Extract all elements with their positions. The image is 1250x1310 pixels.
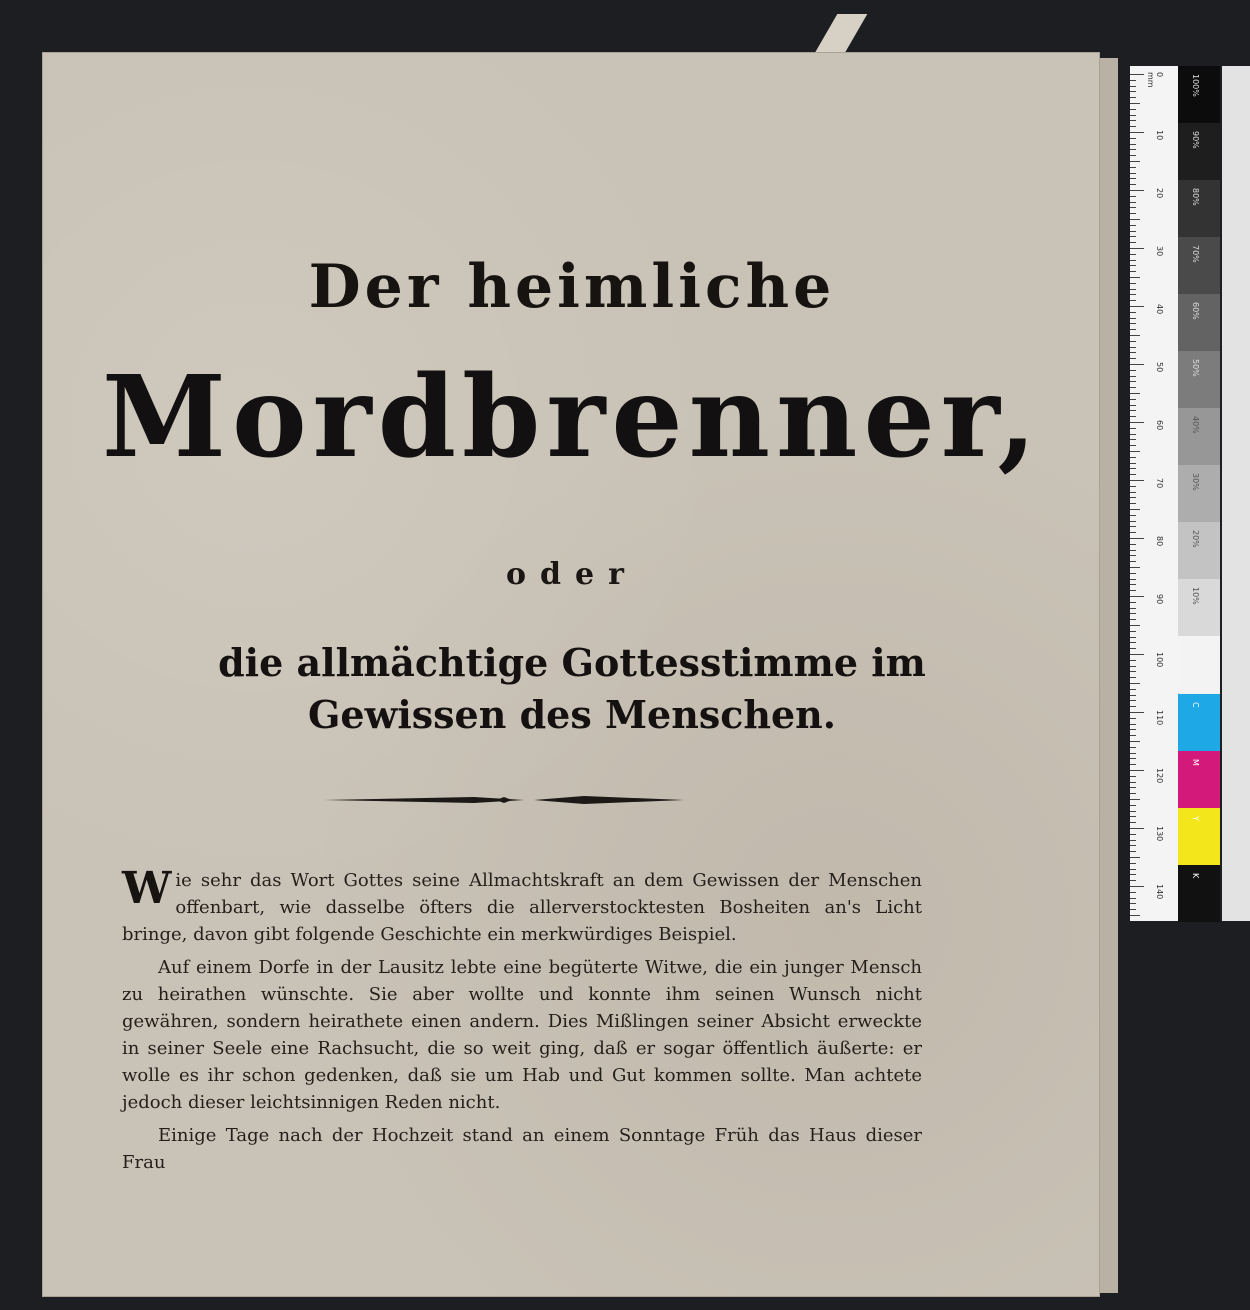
ruler-tick bbox=[1130, 898, 1136, 899]
patch-label: Y bbox=[1191, 816, 1200, 821]
patch-label: 50% bbox=[1191, 359, 1200, 377]
ruler-tick bbox=[1130, 260, 1136, 261]
ruler-tick bbox=[1130, 248, 1144, 249]
ruler-tick bbox=[1130, 799, 1140, 800]
ruler-tick bbox=[1130, 869, 1136, 870]
ruler-tick bbox=[1130, 144, 1136, 145]
ruler-tick bbox=[1130, 190, 1144, 191]
scale-edge-strip bbox=[1222, 66, 1250, 921]
ruler-tick bbox=[1130, 335, 1140, 336]
page-content bbox=[42, 52, 1100, 1297]
ruler-label: 0 mm bbox=[1146, 72, 1164, 88]
ruler-label: 20 bbox=[1155, 188, 1164, 199]
ruler-tick bbox=[1130, 857, 1140, 858]
ruler-label: 140 bbox=[1155, 884, 1164, 900]
ruler-tick bbox=[1130, 747, 1136, 748]
ruler-tick bbox=[1130, 155, 1136, 156]
ruler-tick bbox=[1130, 132, 1144, 133]
patch-label: 40% bbox=[1191, 416, 1200, 434]
ruler-tick bbox=[1130, 579, 1136, 580]
ruler-tick bbox=[1130, 915, 1140, 916]
ruler-tick bbox=[1130, 451, 1140, 452]
gray-patch bbox=[1178, 408, 1220, 465]
ruler-tick bbox=[1130, 602, 1136, 603]
ruler-tick bbox=[1130, 892, 1136, 893]
ruler-tick bbox=[1130, 544, 1136, 545]
ruler-tick bbox=[1130, 764, 1136, 765]
ruler-tick bbox=[1130, 80, 1136, 81]
ruler-tick bbox=[1130, 718, 1136, 719]
ruler-tick bbox=[1130, 828, 1144, 829]
patch-label: 100% bbox=[1191, 74, 1200, 97]
ruler-tick bbox=[1130, 103, 1140, 104]
color-patch bbox=[1178, 808, 1220, 865]
ruler-tick bbox=[1130, 567, 1140, 568]
ruler-tick bbox=[1130, 753, 1136, 754]
ruler-tick bbox=[1130, 521, 1136, 522]
ruler-tick bbox=[1130, 109, 1136, 110]
ruler-tick bbox=[1130, 782, 1136, 783]
ruler-tick bbox=[1130, 202, 1136, 203]
ruler-tick bbox=[1130, 561, 1136, 562]
color-reference-scale bbox=[1130, 66, 1220, 921]
ruler-tick bbox=[1130, 405, 1136, 406]
ruler-tick bbox=[1130, 428, 1136, 429]
ruler-tick bbox=[1130, 793, 1136, 794]
ruler-tick bbox=[1130, 625, 1140, 626]
ruler-tick bbox=[1130, 822, 1136, 823]
ruler-tick bbox=[1130, 532, 1136, 533]
gray-patch bbox=[1178, 294, 1220, 351]
ruler-tick bbox=[1130, 416, 1136, 417]
patch-label: 20% bbox=[1191, 530, 1200, 548]
ruler-tick bbox=[1130, 677, 1136, 678]
ruler-tick bbox=[1130, 555, 1136, 556]
ruler-tick bbox=[1130, 631, 1136, 632]
ruler-label: 110 bbox=[1155, 710, 1164, 726]
ruler-tick bbox=[1130, 683, 1140, 684]
ruler-tick bbox=[1130, 608, 1136, 609]
ruler-label: 30 bbox=[1155, 246, 1164, 257]
ruler-tick bbox=[1130, 213, 1136, 214]
ruler-tick bbox=[1130, 329, 1136, 330]
ruler-tick bbox=[1130, 735, 1136, 736]
ruler-tick bbox=[1130, 724, 1136, 725]
gray-patch bbox=[1178, 579, 1220, 636]
ruler-tick bbox=[1130, 300, 1136, 301]
ruler-label: 10 bbox=[1155, 130, 1164, 141]
ruler-tick bbox=[1130, 445, 1136, 446]
ruler-tick bbox=[1130, 167, 1136, 168]
ruler-tick bbox=[1130, 712, 1144, 713]
ruler-tick bbox=[1130, 729, 1136, 730]
ruler-tick bbox=[1130, 184, 1136, 185]
ruler-tick bbox=[1130, 480, 1144, 481]
ruler-tick bbox=[1130, 903, 1136, 904]
ruler-tick bbox=[1130, 886, 1144, 887]
ruler-tick bbox=[1130, 660, 1136, 661]
ruler-tick bbox=[1130, 689, 1136, 690]
patch-label: 60% bbox=[1191, 302, 1200, 320]
color-patch bbox=[1178, 751, 1220, 808]
gray-patch bbox=[1178, 123, 1220, 180]
mm-ruler bbox=[1130, 66, 1179, 921]
ruler-tick bbox=[1130, 97, 1136, 98]
patch-label: 10% bbox=[1191, 587, 1200, 605]
ruler-tick bbox=[1130, 376, 1136, 377]
ruler-tick bbox=[1130, 811, 1136, 812]
body-text bbox=[122, 863, 922, 1182]
ruler-tick bbox=[1130, 161, 1140, 162]
ruler-tick bbox=[1130, 178, 1136, 179]
ruler-tick bbox=[1130, 242, 1136, 243]
patch-label: 80% bbox=[1191, 188, 1200, 206]
color-patch bbox=[1178, 865, 1220, 922]
ruler-tick bbox=[1130, 834, 1136, 835]
ruler-tick bbox=[1130, 619, 1136, 620]
color-patch bbox=[1178, 694, 1220, 751]
gray-patch bbox=[1178, 180, 1220, 237]
ruler-tick bbox=[1130, 341, 1136, 342]
ruler-tick bbox=[1130, 196, 1136, 197]
ruler-tick bbox=[1130, 381, 1136, 382]
ruler-tick bbox=[1130, 845, 1136, 846]
subtitle: die allmächtige Gottesstimme im Gewissen des Menschen. bbox=[218, 640, 926, 737]
title-line-1: Der heimliche bbox=[308, 252, 836, 322]
ruler-tick bbox=[1130, 312, 1136, 313]
patch-label: C bbox=[1191, 702, 1200, 708]
ruler-tick bbox=[1130, 654, 1144, 655]
ruler-tick bbox=[1130, 538, 1144, 539]
ruler-tick bbox=[1130, 387, 1136, 388]
ruler-tick bbox=[1130, 503, 1136, 504]
paragraph-2: Auf einem Dorfe in der Lausitz lebte eine begüterte Witwe, die ein junger Mensch zu heirathen wünschte. Sie aber wollte und konnte ihm seinen Wunsch nicht gewähren, sondern heirathete einen andern. Dies Mißlingen seiner Absicht erweckte in seiner Seele eine Rachsucht, die so weit ging, daß er sogar öffentlich äußerte: er wolle es ihr schon gedenken, daß sie um Hab und Gut kommen sollte. Man achtete jedoch dieser leichtsinnigen Reden nicht. bbox=[122, 957, 922, 1113]
ruler-tick bbox=[1130, 909, 1136, 910]
paragraph-1-text: ie sehr das Wort Gottes seine Allmachtskraft an dem Gewissen der Menschen offenbart, wie dasselbe öfters die allerverstocktesten Bosheiten an's Licht bringe, davon gibt folgende Geschichte ein merkwürdiges Beispiel. bbox=[122, 870, 922, 945]
ruler-tick bbox=[1130, 277, 1140, 278]
ruler-tick bbox=[1130, 207, 1136, 208]
ruler-tick bbox=[1130, 439, 1136, 440]
ruler-tick bbox=[1130, 219, 1140, 220]
ruler-tick bbox=[1130, 880, 1136, 881]
ruler-tick bbox=[1130, 265, 1136, 266]
title-line-2: Mordbrenner, bbox=[102, 352, 1043, 483]
ruler-label: 90 bbox=[1155, 594, 1164, 605]
gray-patch bbox=[1178, 636, 1220, 693]
drop-cap: W bbox=[122, 863, 172, 914]
ruler-tick bbox=[1130, 776, 1136, 777]
gray-patch bbox=[1178, 465, 1220, 522]
ruler-tick bbox=[1130, 138, 1136, 139]
ruler-tick bbox=[1130, 584, 1136, 585]
ruler-tick bbox=[1130, 318, 1136, 319]
ruler-tick bbox=[1130, 816, 1136, 817]
ruler-label: 40 bbox=[1155, 304, 1164, 315]
ruler-tick bbox=[1130, 410, 1136, 411]
ruler-tick bbox=[1130, 787, 1136, 788]
ruler-label: 70 bbox=[1155, 478, 1164, 489]
ruler-label: 60 bbox=[1155, 420, 1164, 431]
ruler-tick bbox=[1130, 758, 1136, 759]
ruler-tick bbox=[1130, 149, 1136, 150]
ruler-tick bbox=[1130, 741, 1140, 742]
ruler-tick bbox=[1130, 468, 1136, 469]
ruler-tick bbox=[1130, 115, 1136, 116]
ruler-tick bbox=[1130, 370, 1136, 371]
ruler-tick bbox=[1130, 671, 1136, 672]
patch-label: 90% bbox=[1191, 131, 1200, 149]
ruler-label: 80 bbox=[1155, 536, 1164, 547]
title-line-3: oder bbox=[506, 557, 638, 592]
ruler-tick bbox=[1130, 596, 1144, 597]
ruler-tick bbox=[1130, 173, 1136, 174]
ruler-tick bbox=[1130, 254, 1136, 255]
patch-label: K bbox=[1191, 873, 1200, 879]
ruler-tick bbox=[1130, 120, 1136, 121]
ruler-tick bbox=[1130, 422, 1144, 423]
ruler-tick bbox=[1130, 637, 1136, 638]
patch-label: 70% bbox=[1191, 245, 1200, 263]
ruler-tick bbox=[1130, 706, 1136, 707]
ruler-tick bbox=[1130, 74, 1144, 75]
ruler-tick bbox=[1130, 666, 1136, 667]
ruler-tick bbox=[1130, 231, 1136, 232]
ruler-tick bbox=[1130, 840, 1136, 841]
ruler-tick bbox=[1130, 509, 1140, 510]
ruler-label: 100 bbox=[1155, 652, 1164, 668]
ruler-tick bbox=[1130, 283, 1136, 284]
ruler-tick bbox=[1130, 434, 1136, 435]
ruler-tick bbox=[1130, 613, 1136, 614]
ruler-tick bbox=[1130, 590, 1136, 591]
ruler-tick bbox=[1130, 225, 1136, 226]
patch-label: 30% bbox=[1191, 473, 1200, 491]
ruler-label: 50 bbox=[1155, 362, 1164, 373]
gray-patch bbox=[1178, 66, 1220, 123]
ruler-tick bbox=[1130, 323, 1136, 324]
ruler-tick bbox=[1130, 474, 1136, 475]
ruler-tick bbox=[1130, 457, 1136, 458]
paragraph-1 bbox=[122, 863, 922, 948]
ruler-tick bbox=[1130, 91, 1136, 92]
ruler-tick bbox=[1130, 642, 1136, 643]
ruler-tick bbox=[1130, 306, 1144, 307]
ruler-tick bbox=[1130, 126, 1136, 127]
ruler-tick bbox=[1130, 550, 1136, 551]
paragraph-3: Einige Tage nach der Hochzeit stand an einem Sonntage Früh das Haus dieser Frau bbox=[122, 1125, 922, 1173]
ruler-tick bbox=[1130, 236, 1136, 237]
document-page bbox=[42, 52, 1100, 1297]
gray-patch bbox=[1178, 351, 1220, 408]
ruler-tick bbox=[1130, 492, 1136, 493]
ruler-tick bbox=[1130, 294, 1136, 295]
ruler-tick bbox=[1130, 648, 1136, 649]
ruler-tick bbox=[1130, 526, 1136, 527]
ornamental-rule bbox=[324, 792, 684, 808]
ruler-tick bbox=[1130, 289, 1136, 290]
ruler-tick bbox=[1130, 358, 1136, 359]
ruler-tick bbox=[1130, 399, 1136, 400]
ruler-label: 130 bbox=[1155, 826, 1164, 842]
ruler-tick bbox=[1130, 874, 1136, 875]
ruler-tick bbox=[1130, 86, 1136, 87]
ruler-tick bbox=[1130, 863, 1136, 864]
patch-label: M bbox=[1191, 759, 1200, 766]
patch-column bbox=[1178, 66, 1220, 921]
ruler-label: 120 bbox=[1155, 768, 1164, 784]
gray-patch bbox=[1178, 237, 1220, 294]
ruler-tick bbox=[1130, 515, 1136, 516]
ruler-tick bbox=[1130, 573, 1136, 574]
ruler-tick bbox=[1130, 770, 1144, 771]
ruler-tick bbox=[1130, 271, 1136, 272]
ruler-tick bbox=[1130, 805, 1136, 806]
ruler-tick bbox=[1130, 352, 1136, 353]
ruler-tick bbox=[1130, 486, 1136, 487]
ruler-tick bbox=[1130, 393, 1140, 394]
ruler-tick bbox=[1130, 364, 1144, 365]
ruler-tick bbox=[1130, 347, 1136, 348]
gray-patch bbox=[1178, 522, 1220, 579]
ruler-tick bbox=[1130, 497, 1136, 498]
ruler-tick bbox=[1130, 695, 1136, 696]
ruler-tick bbox=[1130, 463, 1136, 464]
ruler-tick bbox=[1130, 851, 1136, 852]
ruler-tick bbox=[1130, 700, 1136, 701]
